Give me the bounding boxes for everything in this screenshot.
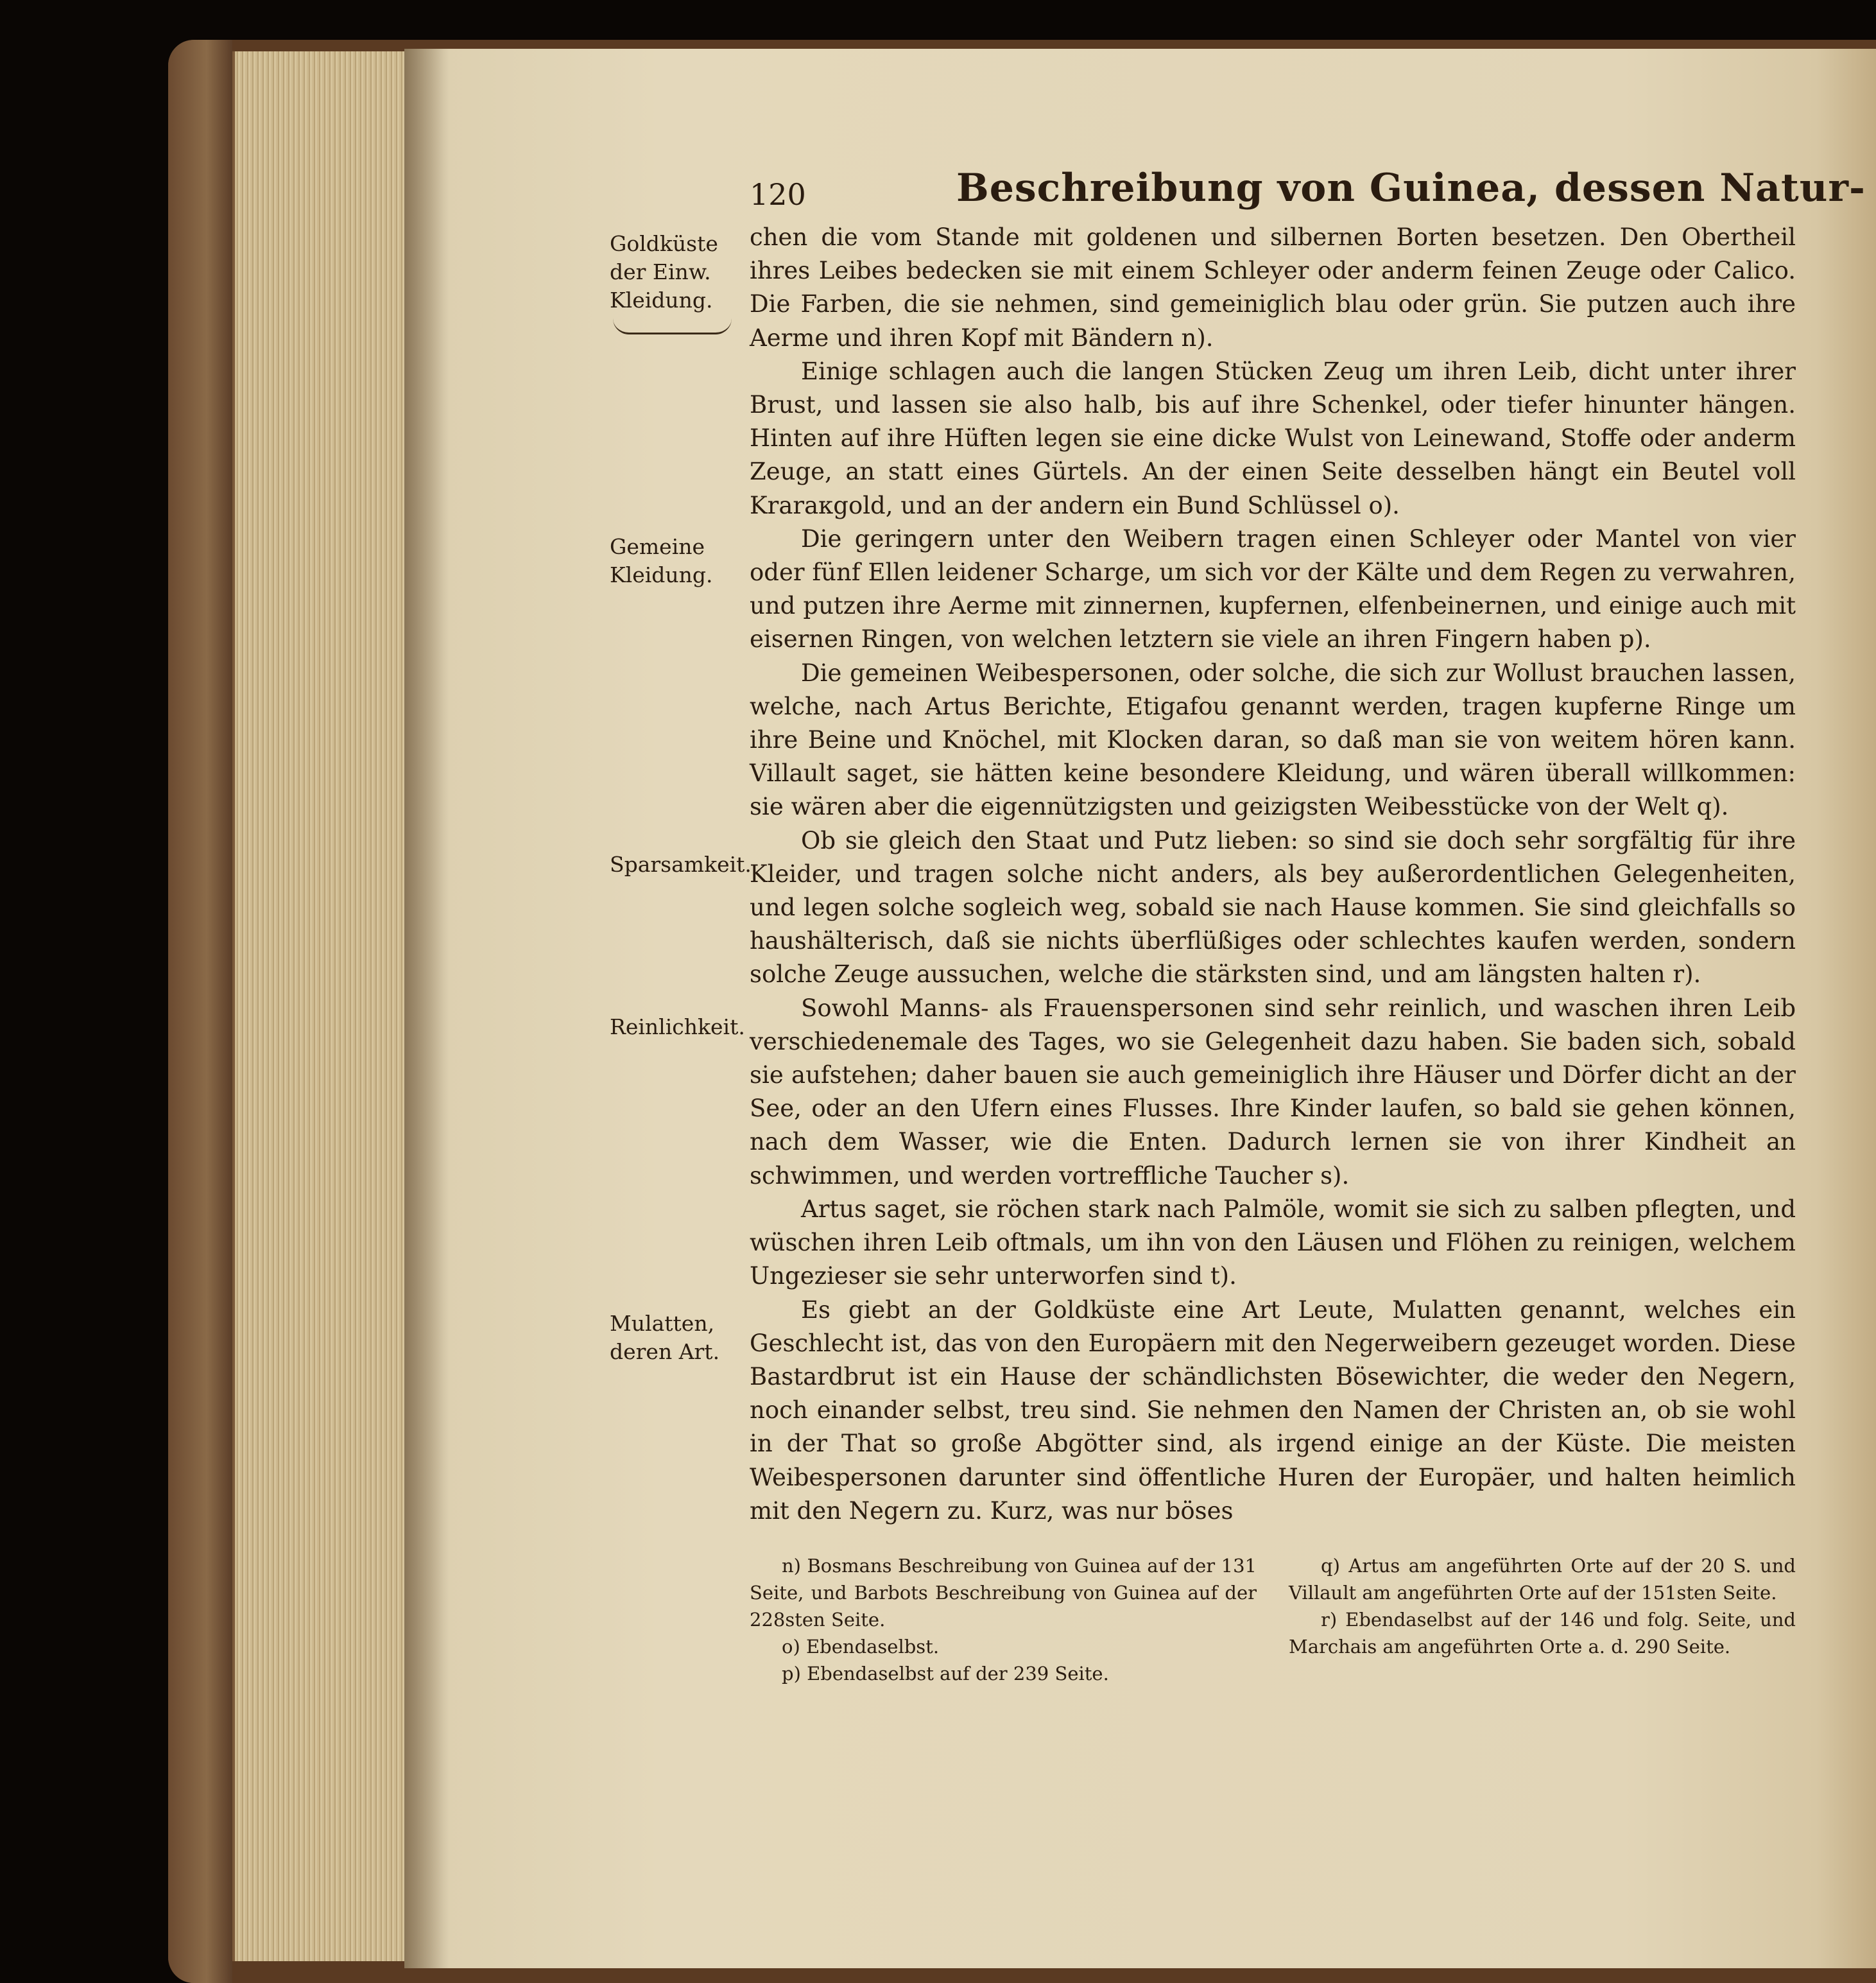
page-gutter-shadow	[404, 49, 449, 1968]
footnote: p) Ebendaselbst auf der 239 Seite.	[782, 1663, 1109, 1684]
margin-note-mulatten: Mulatten, deren Art.	[610, 1311, 720, 1364]
footnotes-left-column	[750, 1552, 1257, 1687]
paragraph: Die gemeinen Weibespersonen, oder solche, die sich zur Wollust brauchen lassen, welche, nach Artus Berichte, Etigafou genannt werden, tragen kupferne Ringe um ihre Beine und Knöchel, mit Klocken daran, so daß man sie von weitem hören kann. Villault saget, sie hätten keine besondere Kleidung, und wären überall willkommen: sie wären aber die eigennützigsten und geizigsten Weibesstücke von der Welt q).	[750, 659, 1796, 821]
paragraph: Einige schlagen auch die langen Stücken Zeug um ihren Leib, dicht unter ihrer Brust, und lassen sie also halb, bis auf ihre Schenkel, oder tiefer hinunter hängen. Hinten auf ihre Hüften legen sie eine dicke Wulst von Leinewand, Stoffe oder anderm Zeuge, an statt eines Gürtels. An der einen Seite desselben hängt ein Beutel voll Kraraкgold, und an der andern ein Bund Schlüssel o).	[750, 357, 1796, 519]
paragraph: Sowohl Manns- als Frauenspersonen sind sehr reinlich, und waschen ihren Leib verschiedenemale des Tages, wo sie Gelegenheit dazu haben. Sie baden sich, sobald sie aufstehen; daher bauen sie auch gemeiniglich ihre Häuser und Dörfer dicht an der See, oder an den Ufern eines Flusses. Ihre Kinder laufen, so bald sie gehen können, nach dem Wasser, wie die Enten. Dadurch lernen sie von ihrer Kindheit an schwimmen, und werden vortreffliche Taucher s).	[750, 994, 1796, 1190]
margin-note-kleidung: Goldküste der Einw. Kleidung.	[610, 231, 718, 313]
margin-note-sparsamkeit: Sparsamkeit.	[610, 852, 752, 877]
paragraph: Die geringern unter den Weibern tragen einen Schleyer oder Mantel von vier oder fünf Ellen leidener Scharge, um sich vor der Kälte und dem Regen zu verwahren, und putzen ihre Aerme mit zinnernen, kupfernen, elfenbeinernen, und einige auch mit eisernen Ringen, von welchen letztern sie viele an ihren Fingern haben p).	[750, 524, 1796, 654]
margin-note-gemeine-kleidung: Gemeine Kleidung.	[610, 534, 713, 587]
running-head: Beschreibung von Guinea, dessen Natur-	[956, 166, 1866, 211]
page-edges	[232, 51, 407, 1961]
book-cover-edge	[168, 40, 232, 1983]
main-text	[750, 221, 1796, 1528]
footnote: r) Ebendaselbst auf der 146 und folg. Seite, und Marchais am angeführten Orte a. d. 290 Seite.	[1289, 1609, 1796, 1658]
footnote: n) Bosmans Beschreibung von Guinea auf der 131 Seite, und Barbots Beschreibung von Guinea auf der 228sten Seite.	[750, 1555, 1257, 1631]
footnotes-right-column	[1289, 1552, 1796, 1660]
margin-brace	[613, 318, 732, 334]
margin-note-reinlichkeit: Reinlichkeit.	[610, 1014, 745, 1039]
footnote: o) Ebendaselbst.	[782, 1636, 940, 1658]
paragraph: Ob sie gleich den Staat und Putz lieben: so sind sie doch sehr sorgfältig für ihre Kleider, und tragen solche nicht anders, als bey außerordentlichen Gelegenheiten, und legen solche sogleich weg, sobald sie nach Hause kommen. Sie sind gleichfalls so haushälterisch, daß sie nichts überflüßiges oder schlechtes kaufen werden, sondern solche Zeuge aussuchen, welche die stärksten sind, und am längsten halten r).	[750, 826, 1796, 989]
paragraph: Artus saget, sie röchen stark nach Palmöle, womit sie sich zu salben pflegten, und wüschen ihren Leib oftmals, um ihn von den Läusen und Flöhen zu reinigen, welchem Ungezieser sie sehr unterworfen sind t).	[750, 1195, 1796, 1290]
paragraph: Es giebt an der Goldküste eine Art Leute, Mulatten genannt, welches ein Geschlecht ist, das von den Europäern mit den Negerweibern gezeuget worden. Diese Bastardbrut ist ein Hause der schändlichsten Bösewichter, die weder den Negern, noch einander selbst, treu sind. Sie nehmen den Namen der Christen an, ob sie wohl in der That so große Abgötter sind, als irgend einige an der Küste. Die meisten Weibespersonen darunter sind öffentliche Huren der Europäer, und halten heimlich mit den Negern zu. Kurz, was nur böses	[750, 1295, 1796, 1525]
page-number: 120	[750, 177, 806, 212]
paragraph: chen die vom Stande mit goldenen und silbernen Borten besetzen. Den Obertheil ihres Leibes bedecken sie mit einem Schleyer oder anderm feinen Zeuge oder Calico. Die Farben, die sie nehmen, sind gemeiniglich blau oder grün. Sie putzen auch ihre Aerme und ihren Kopf mit Bändern n).	[750, 223, 1796, 352]
footnote: q) Artus am angeführten Orte auf der 20 S. und Villault am angeführten Orte auf der 151sten Seite.	[1289, 1555, 1796, 1604]
